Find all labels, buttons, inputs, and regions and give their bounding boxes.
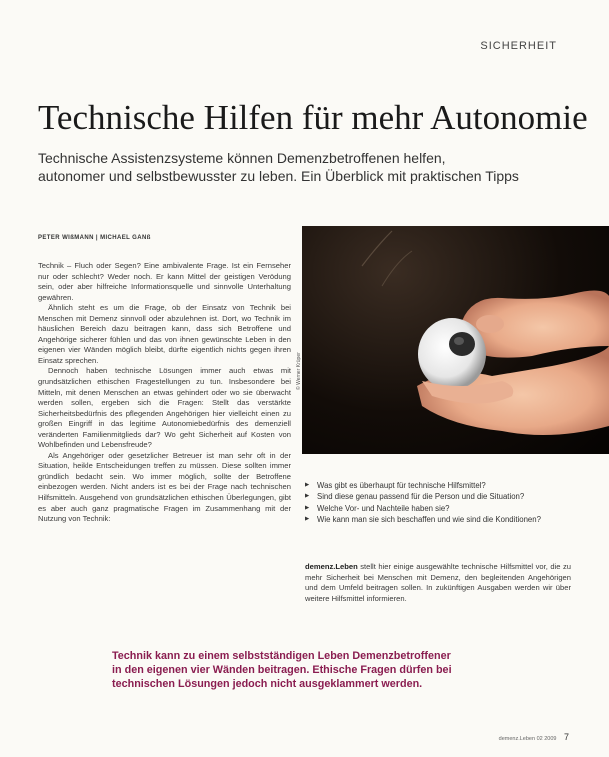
footer-issue: 02 2009	[536, 736, 557, 742]
magazine-name: demenz.Leben	[305, 562, 358, 571]
article-photo	[302, 226, 609, 454]
page-footer	[499, 732, 569, 742]
pull-quote-line: Technik kann zu einem selbstständigen Leben Demenzbetroffener	[112, 650, 451, 662]
body-column-left	[38, 261, 291, 525]
hand-holding-device-image	[302, 226, 609, 454]
closing-paragraph	[305, 562, 571, 604]
list-item: ▶ Was gibt es überhaupt für technische Hilfsmittel?	[305, 480, 575, 491]
list-item: ▶ Welche Vor- und Nachteile haben sie?	[305, 503, 575, 514]
body-paragraph: Dennoch haben technische Lösungen immer auch etwas mit grundsätzlichen ethischen Fragestellungen zu tun. Insbesondere bei Mitteln, mit denen Menschen an etwas gehindert oder wo sie überwacht werden sollen, ergeben sich die Fragen: Stellt das verstärkte Sicherheitsbedürfnis des pflegenden Angehörigen hier vielleicht einen zu großen Eingriff in das legitime Autonomiebedürfnis des demenziell veränderten Familienmitglieds dar? Wo geht Sicherheit auf Kosten von Wohlbefinden und Lebensfreude?	[38, 366, 291, 450]
list-item: ▶ Wie kann man sie sich beschaffen und wie sind die Konditionen?	[305, 514, 575, 525]
article-title: Technische Hilfen für mehr Autonomie	[38, 98, 588, 137]
subtitle-line: autonomer und selbstbewusster zu leben. Ein Überblick mit praktischen Tipps	[38, 168, 519, 184]
section-label: SICHERHEIT	[480, 40, 557, 52]
question-list	[305, 480, 575, 526]
article-authors: PETER WIßMANN | MICHAEL GANß	[38, 235, 151, 241]
footer-magazine: demenz.Leben	[498, 736, 536, 742]
list-item: ▶ Sind diese genau passend für die Person und die Situation?	[305, 491, 575, 502]
article-subtitle	[38, 149, 578, 185]
pull-quote-line: in den eigenen vier Wänden beitragen. Ethische Fragen dürfen bei	[112, 664, 452, 676]
photo-credit: © Werner Krüper	[296, 352, 302, 390]
body-paragraph: Technik – Fluch oder Segen? Eine ambivalente Frage. Ist ein Fernseher nur oder schlecht? Weder noch. Er kann Mittel der geistigen Verödung sein, oder aber hilfreiche Informationsquelle und sinnvolle Unterhaltung gewähren.	[38, 261, 291, 302]
body-paragraph: Ähnlich steht es um die Frage, ob der Einsatz von Technik bei Menschen mit Demenz sinnvoll oder abzulehnen ist. Dort, wo Technik im häuslichen Bereich dazu beitragen kann, dass sich Betroffene und Angehörige sicherer fühlen und das von ihnen gewünschte Leben in den eigenen vier Wänden möglich bleibt, dürfte eigentlich nichts gegen ihren Einsatz sprechen.	[38, 303, 291, 365]
closing-text: stellt hier einige ausgewählte technische Hilfsmittel vor, die zu mehr Sicherheit bei Menschen mit Demenz, den begleitenden Angehörigen und dem Umfeld beitragen sollen. In zukünftigen Ausgaben werden wir über weitere Hilfsmittel informieren.	[305, 562, 571, 603]
pull-quote	[112, 649, 532, 691]
body-paragraph: Als Angehöriger oder gesetzlicher Betreuer ist man sehr oft in der Situation, heikle Entscheidungen treffen zu müssen. Diese sollten immer gründlich bedacht sein. Wo immer möglich, sollte der Betroffene einbezogen werden. Nicht anders ist es bei der Frage nach technischen Hilfsmitteln. Ausgehend von grundsätzlichen ethischen Überlegungen, gibt es aber auch ganz pragmatische Fragen im Zusammenhang mit der Nutzung von Technik:	[38, 450, 291, 524]
subtitle-line: Technische Assistenzsysteme können Demenzbetroffenen helfen,	[38, 150, 446, 166]
page-number: 7	[563, 732, 569, 742]
pull-quote-line: technischen Lösungen jedoch nicht ausgeklammert werden.	[112, 678, 423, 690]
